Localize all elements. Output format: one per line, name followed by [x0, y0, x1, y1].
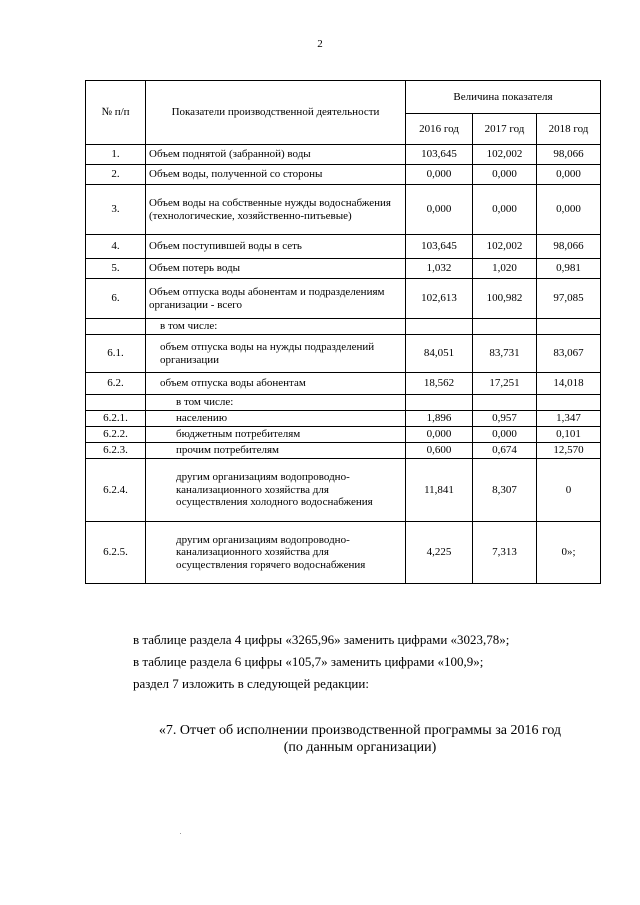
table-row	[86, 145, 601, 165]
row-value-2016: 0,000	[406, 427, 473, 443]
row-number	[86, 395, 146, 411]
header-number: № п/п	[86, 81, 146, 145]
row-value-2017	[473, 395, 537, 411]
row-value-2017	[473, 319, 537, 335]
row-value-2016: 1,896	[406, 411, 473, 427]
row-value-2018: 98,066	[537, 145, 601, 165]
row-value-2018: 97,085	[537, 279, 601, 319]
row-indicator: Объем потерь воды	[146, 259, 406, 279]
row-value-2017: 1,020	[473, 259, 537, 279]
row-value-2016: 1,032	[406, 259, 473, 279]
paragraph-section4: в таблице раздела 4 цифры «3265,96» заменить цифрами «3023,78»;	[133, 632, 510, 647]
row-indicator: Объем воды на собственные нужды водоснабжения (технологические, хозяйственно-питьевые)	[146, 185, 406, 235]
row-number: 3.	[86, 185, 146, 235]
header-year-2018: 2018 год	[537, 114, 601, 145]
table-row	[86, 279, 601, 319]
table-row	[86, 427, 601, 443]
row-value-2018	[537, 395, 601, 411]
table-row	[86, 522, 601, 584]
row-value-2017: 8,307	[473, 459, 537, 522]
row-value-2016: 103,645	[406, 235, 473, 259]
row-value-2016: 18,562	[406, 373, 473, 395]
row-value-2016: 0,600	[406, 443, 473, 459]
table-row	[86, 335, 601, 373]
row-value-2018	[537, 319, 601, 335]
row-value-2016: 0,000	[406, 165, 473, 185]
row-value-2018: 0	[537, 459, 601, 522]
row-number: 2.	[86, 165, 146, 185]
row-indicator: бюджетным потребителям	[146, 427, 406, 443]
row-value-2018: 0»;	[537, 522, 601, 584]
row-number: 6.2.4.	[86, 459, 146, 522]
row-value-2018: 0,101	[537, 427, 601, 443]
row-value-2016	[406, 395, 473, 411]
row-indicator: Объем поднятой (забранной) воды	[146, 145, 406, 165]
row-value-2018: 83,067	[537, 335, 601, 373]
row-indicator: населению	[146, 411, 406, 427]
row-indicator: объем отпуска воды на нужды подразделений организации	[146, 335, 406, 373]
section-heading-subtitle: (по данным организации)	[283, 739, 437, 755]
row-value-2016: 4,225	[406, 522, 473, 584]
row-indicator: объем отпуска воды абонентам	[146, 373, 406, 395]
row-value-2016: 103,645	[406, 145, 473, 165]
row-value-2018: 0,000	[537, 165, 601, 185]
table-row	[86, 185, 601, 235]
row-value-2017: 102,002	[473, 145, 537, 165]
row-value-2017: 0,957	[473, 411, 537, 427]
table-row	[86, 259, 601, 279]
row-number: 1.	[86, 145, 146, 165]
row-value-2017: 17,251	[473, 373, 537, 395]
header-year-2017: 2017 год	[473, 114, 537, 145]
row-value-2017: 0,674	[473, 443, 537, 459]
row-value-2018: 12,570	[537, 443, 601, 459]
row-indicator: прочим потребителям	[146, 443, 406, 459]
row-indicator: в том числе:	[146, 395, 406, 411]
header-year-2016: 2016 год	[406, 114, 473, 145]
row-indicator: Объем отпуска воды абонентам и подразделениям организации - всего	[146, 279, 406, 319]
section-heading-title: «7. Отчет об исполнении производственной программы за 2016 год	[158, 723, 562, 738]
paragraph-section7: раздел 7 изложить в следующей редакции:	[133, 676, 369, 691]
row-value-2016: 84,051	[406, 335, 473, 373]
row-value-2017: 0,000	[473, 165, 537, 185]
row-value-2016: 0,000	[406, 185, 473, 235]
row-indicator: другим организациям водопроводно-канализационного хозяйства для осуществления горячего водоснабжения	[146, 522, 406, 584]
row-indicator: Объем воды, полученной со стороны	[146, 165, 406, 185]
row-indicator: в том числе:	[146, 319, 406, 335]
row-value-2017: 7,313	[473, 522, 537, 584]
table-row	[86, 319, 601, 335]
row-value-2018: 0,000	[537, 185, 601, 235]
row-number: 4.	[86, 235, 146, 259]
table-row	[86, 235, 601, 259]
table-row	[86, 373, 601, 395]
row-value-2018: 1,347	[537, 411, 601, 427]
table-row	[86, 443, 601, 459]
row-value-2018: 98,066	[537, 235, 601, 259]
row-number	[86, 319, 146, 335]
row-value-2018: 14,018	[537, 373, 601, 395]
row-number: 6.2.2.	[86, 427, 146, 443]
row-number: 5.	[86, 259, 146, 279]
row-indicator: Объем поступившей воды в сеть	[146, 235, 406, 259]
row-value-2017: 100,982	[473, 279, 537, 319]
scan-speck	[180, 833, 181, 834]
row-number: 6.2.3.	[86, 443, 146, 459]
row-value-2017: 0,000	[473, 185, 537, 235]
row-value-2016: 102,613	[406, 279, 473, 319]
row-number: 6.2.5.	[86, 522, 146, 584]
row-indicator: другим организациям водопроводно-канализационного хозяйства для осуществления холодного водоснабжения	[146, 459, 406, 522]
table-row	[86, 395, 601, 411]
row-number: 6.2.1.	[86, 411, 146, 427]
table-row	[86, 459, 601, 522]
production-indicators-table	[85, 80, 601, 584]
row-value-2017: 83,731	[473, 335, 537, 373]
header-value-group: Величина показателя	[406, 81, 601, 114]
row-value-2016: 11,841	[406, 459, 473, 522]
row-value-2017: 0,000	[473, 427, 537, 443]
paragraph-section6: в таблице раздела 6 цифры «105,7» заменить цифрами «100,9»;	[133, 654, 484, 669]
row-value-2018: 0,981	[537, 259, 601, 279]
row-number: 6.	[86, 279, 146, 319]
row-number: 6.2.	[86, 373, 146, 395]
table-row	[86, 165, 601, 185]
section-heading	[0, 723, 640, 757]
header-indicators: Показатели производственной деятельности	[146, 81, 406, 145]
row-number: 6.1.	[86, 335, 146, 373]
row-value-2016	[406, 319, 473, 335]
table-row	[86, 411, 601, 427]
row-value-2017: 102,002	[473, 235, 537, 259]
page-number: 2	[317, 38, 323, 50]
